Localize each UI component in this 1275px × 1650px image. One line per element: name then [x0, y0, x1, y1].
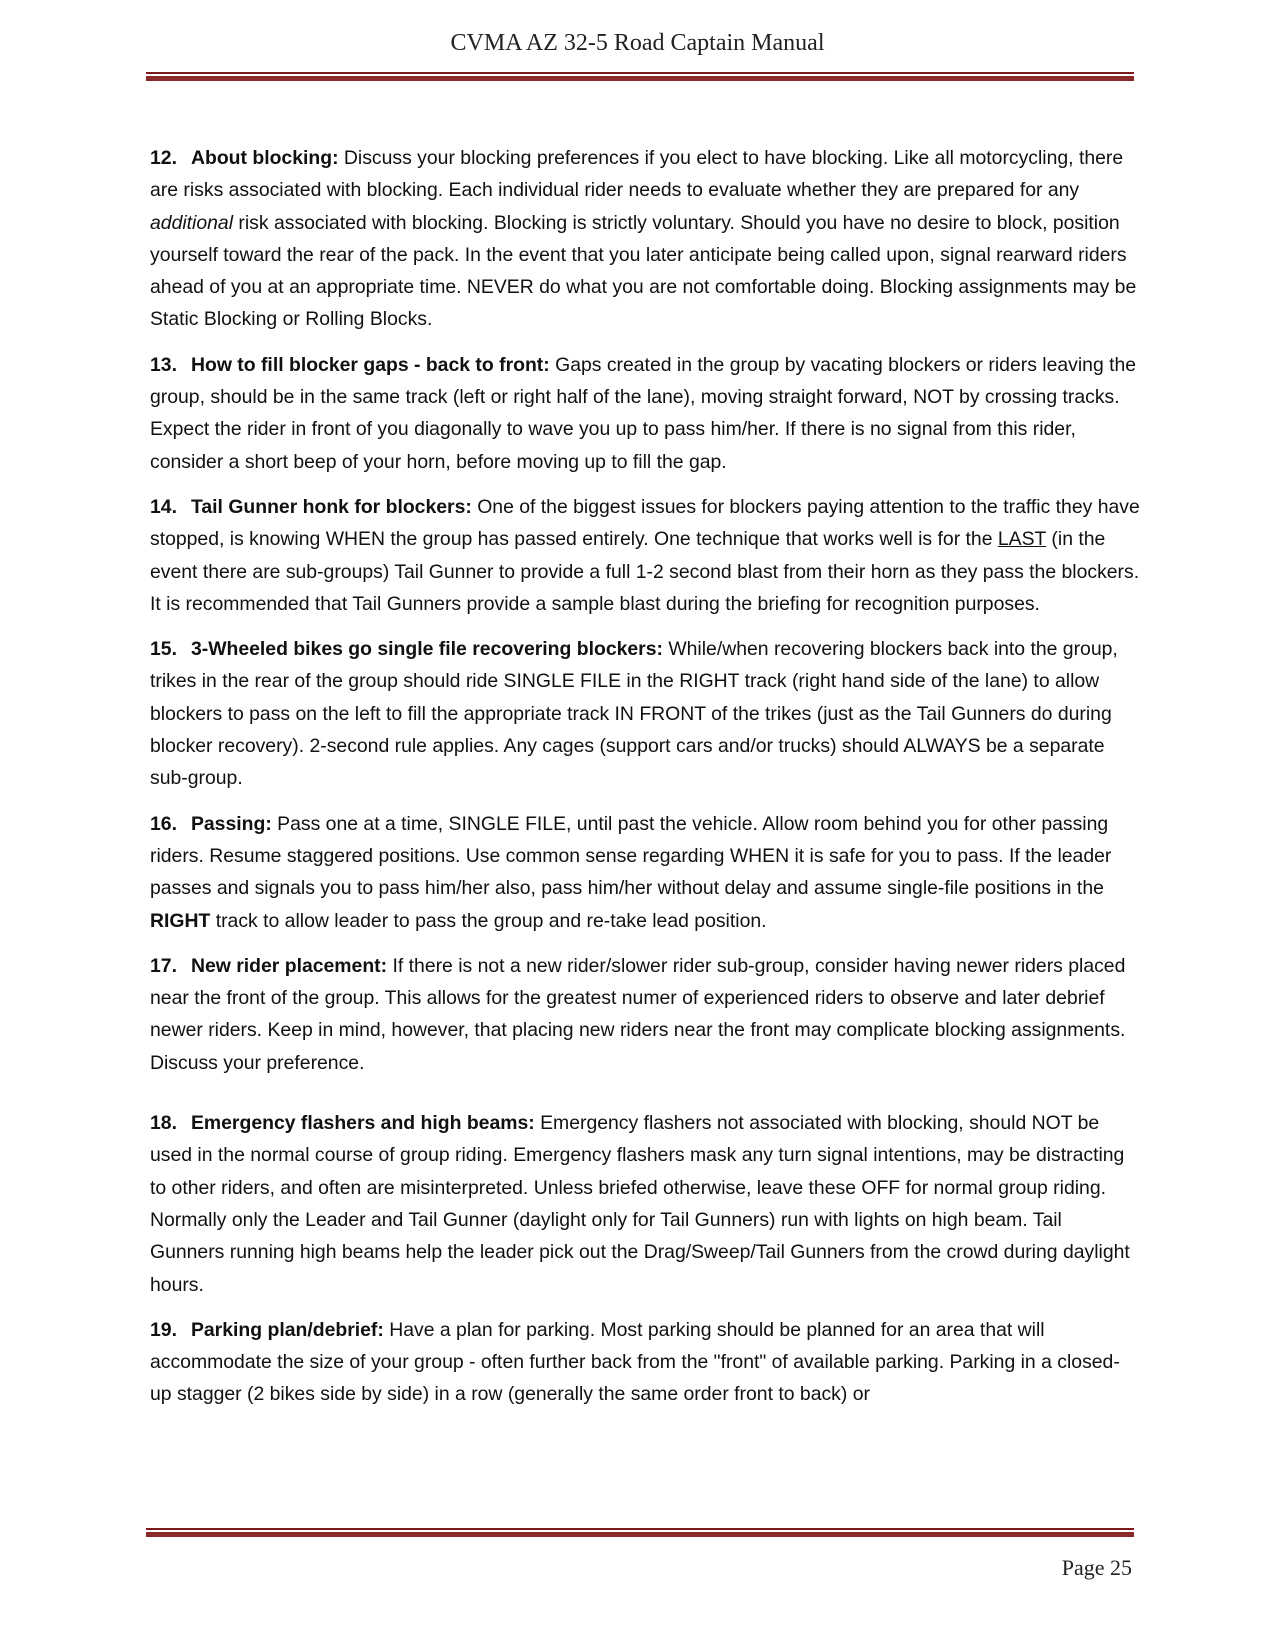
item-text: Pass one at a time, SINGLE FILE, until past the vehicle. Allow room behind you for other passing riders. Resume staggered positions. Use common sense regarding WHEN it is safe for you to pass. If the leader passes and signals you to pass him/her also, pass him/her without delay and assume single-file positions in the: [150, 812, 1112, 900]
item-underline: LAST: [997, 528, 1047, 551]
page-header-title: CVMA AZ 32-5 Road Captain Manual: [450, 30, 825, 56]
header-rule: [146, 72, 1134, 81]
item-title: Tail Gunner honk for blockers:: [190, 495, 472, 518]
item-bold: RIGHT: [150, 909, 211, 932]
item-number: 13.: [150, 353, 177, 376]
item-title: New rider placement:: [190, 954, 388, 977]
item-number: 14.: [150, 495, 177, 518]
document-body: [150, 142, 1140, 1424]
item-emphasis: additional: [150, 211, 234, 234]
item-text: track to allow leader to pass the group and re-take lead position.: [210, 909, 767, 932]
item-text: Have a plan for parking. Most parking should be planned for an area that will accommodate the size of your group - often further back from the "front" of available parking. Parking in a closed-up stagger (2 bikes side by side) in a row (generally the same order front to back) or: [150, 1318, 1120, 1406]
item-text: Emergency flashers not associated with blocking, should NOT be used in the normal course of group riding. Emergency flashers mask any turn signal intentions, may be distracting to other riders, and often are misinterpreted. Unless briefed otherwise, leave these OFF for normal group riding. Normally only the Leader and Tail Gunner (daylight only for Tail Gunners) run with lights on high beam. Tail Gunners running high beams help the leader pick out the Drag/Sweep/Tail Gunners from the crowd during daylight hours.: [150, 1112, 1130, 1296]
item-title: Emergency flashers and high beams:: [190, 1112, 535, 1135]
item-number: 17.: [150, 954, 177, 977]
item-text: While/when recovering blockers back into the group, trikes in the rear of the group should ride SINGLE FILE in the RIGHT track (right hand side of the lane) to allow blockers to pass on the left to fill the appropriate track IN FRONT of the trikes (just as the Tail Gunners do during blocker recovery). 2-second rule applies. Any cages (support cars and/or trucks) should ALWAYS be a separate sub-group.: [150, 638, 1118, 790]
item-emergency-flashers: [150, 1107, 1140, 1301]
item-text: Gaps created in the group by vacating blockers or riders leaving the group, should be in the same track (left or right half of the lane), moving straight forward, NOT by crossing tracks. Expect the rider in front of you diagonally to wave you up to pass him/her. If there is no signal from this rider, consider a short beep of your horn, before moving up to fill the gap.: [150, 353, 1137, 473]
item-number: 19.: [150, 1318, 177, 1341]
page-number: Page 25: [1061, 1555, 1132, 1580]
item-title: How to fill blocker gaps - back to front:: [190, 353, 550, 376]
item-tail-gunner-honk: [150, 491, 1140, 620]
item-text: Discuss your blocking preferences if you elect to have blocking. Like all motorcycling, there are risks associated with blocking. Each individual rider needs to evaluate whether they are prepared for any: [150, 147, 1124, 202]
item-title: About blocking:: [190, 147, 339, 169]
item-title: 3-Wheeled bikes go single file recovering blockers:: [190, 638, 663, 661]
footer-rule: [146, 1528, 1134, 1537]
item-text: If there is not a new rider/slower rider sub-group, consider having newer riders placed near the front of the group. This allows for the greatest numer of experienced riders to observe and later debrief newer riders. Keep in mind, however, that placing new riders near the front may complicate blocking assignments. Discuss your preference.: [150, 954, 1126, 1074]
item-about-blocking: [150, 142, 1140, 336]
item-text: One of the biggest issues for blockers paying attention to the traffic they have stopped, is knowing WHEN the group has passed entirely. One technique that works well is for the: [150, 495, 1140, 551]
item-text: (in the event there are sub-groups) Tail Gunner to provide a full 1-2 second blast from their horn as they pass the blockers. It is recommended that Tail Gunners provide a sample blast during the briefing for recognition purposes.: [150, 528, 1140, 615]
item-three-wheeled-bikes: [150, 633, 1140, 794]
item-new-rider-placement: [150, 950, 1140, 1079]
item-number: 12.: [150, 147, 177, 169]
item-text: risk associated with blocking. Blocking is strictly voluntary. Should you have no desire to block, position yourself toward the rear of the pack. In the event that you later anticipate being called upon, signal rearward riders ahead of you at an appropriate time. NEVER do what you are not comfortable doing. Blocking assignments may be Static Blocking or Rolling Blocks.: [150, 211, 1137, 331]
item-number: 15.: [150, 638, 177, 661]
item-fill-blocker-gaps: [150, 349, 1140, 478]
item-number: 16.: [150, 812, 177, 835]
item-title: Passing:: [190, 812, 272, 835]
item-title: Parking plan/debrief:: [190, 1318, 384, 1341]
item-passing: [150, 808, 1140, 937]
item-number: 18.: [150, 1112, 177, 1135]
item-parking-plan: [150, 1314, 1140, 1411]
